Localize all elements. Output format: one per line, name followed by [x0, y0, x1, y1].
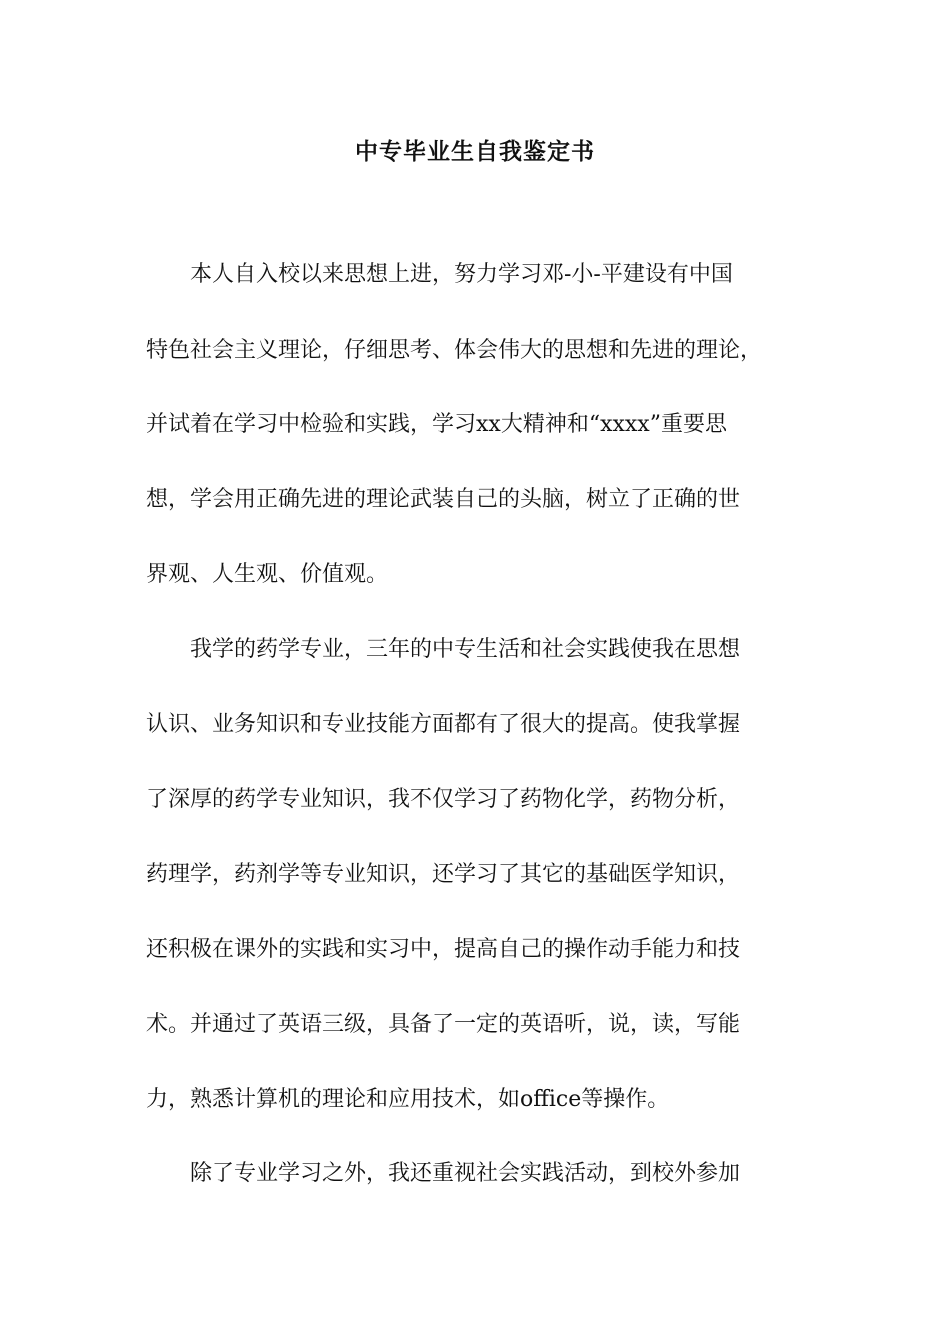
- text-line: 我学的药学专业，三年的中专生活和社会实践使我在思想: [146, 637, 741, 662]
- text-line: 特色社会主义理论，仔细思考、体会伟大的思想和先进的理论，: [146, 338, 763, 363]
- text-line: 力，熟悉计算机的理论和应用技术，如office等操作。: [146, 1087, 670, 1112]
- text-line: 药理学，药剂学等专业知识，还学习了其它的基础医学知识，: [146, 862, 741, 887]
- text-line: 术。并通过了英语三级，具备了一定的英语听，说，读，写能: [146, 1012, 741, 1037]
- document-title: 中专毕业生自我鉴定书: [355, 138, 595, 165]
- text-line: 还积极在课外的实践和实习中，提高自己的操作动手能力和技: [146, 937, 741, 962]
- text-line: 想，学会用正确先进的理论武装自己的头脑，树立了正确的世: [146, 487, 741, 512]
- text-line: 界观、人生观、价值观。: [146, 562, 389, 587]
- text-line: 认识、业务知识和专业技能方面都有了很大的提高。使我掌握: [146, 712, 741, 737]
- text-line: 本人自入校以来思想上进，努力学习邓-小-平建设有中国: [146, 262, 733, 287]
- text-line: 并试着在学习中检验和实践，学习xx大精神和“xxxx”重要思: [146, 412, 727, 437]
- text-line: 了深厚的药学专业知识，我不仅学习了药物化学，药物分析，: [146, 787, 741, 812]
- text-line: 除了专业学习之外，我还重视社会实践活动，到校外参加: [146, 1161, 741, 1186]
